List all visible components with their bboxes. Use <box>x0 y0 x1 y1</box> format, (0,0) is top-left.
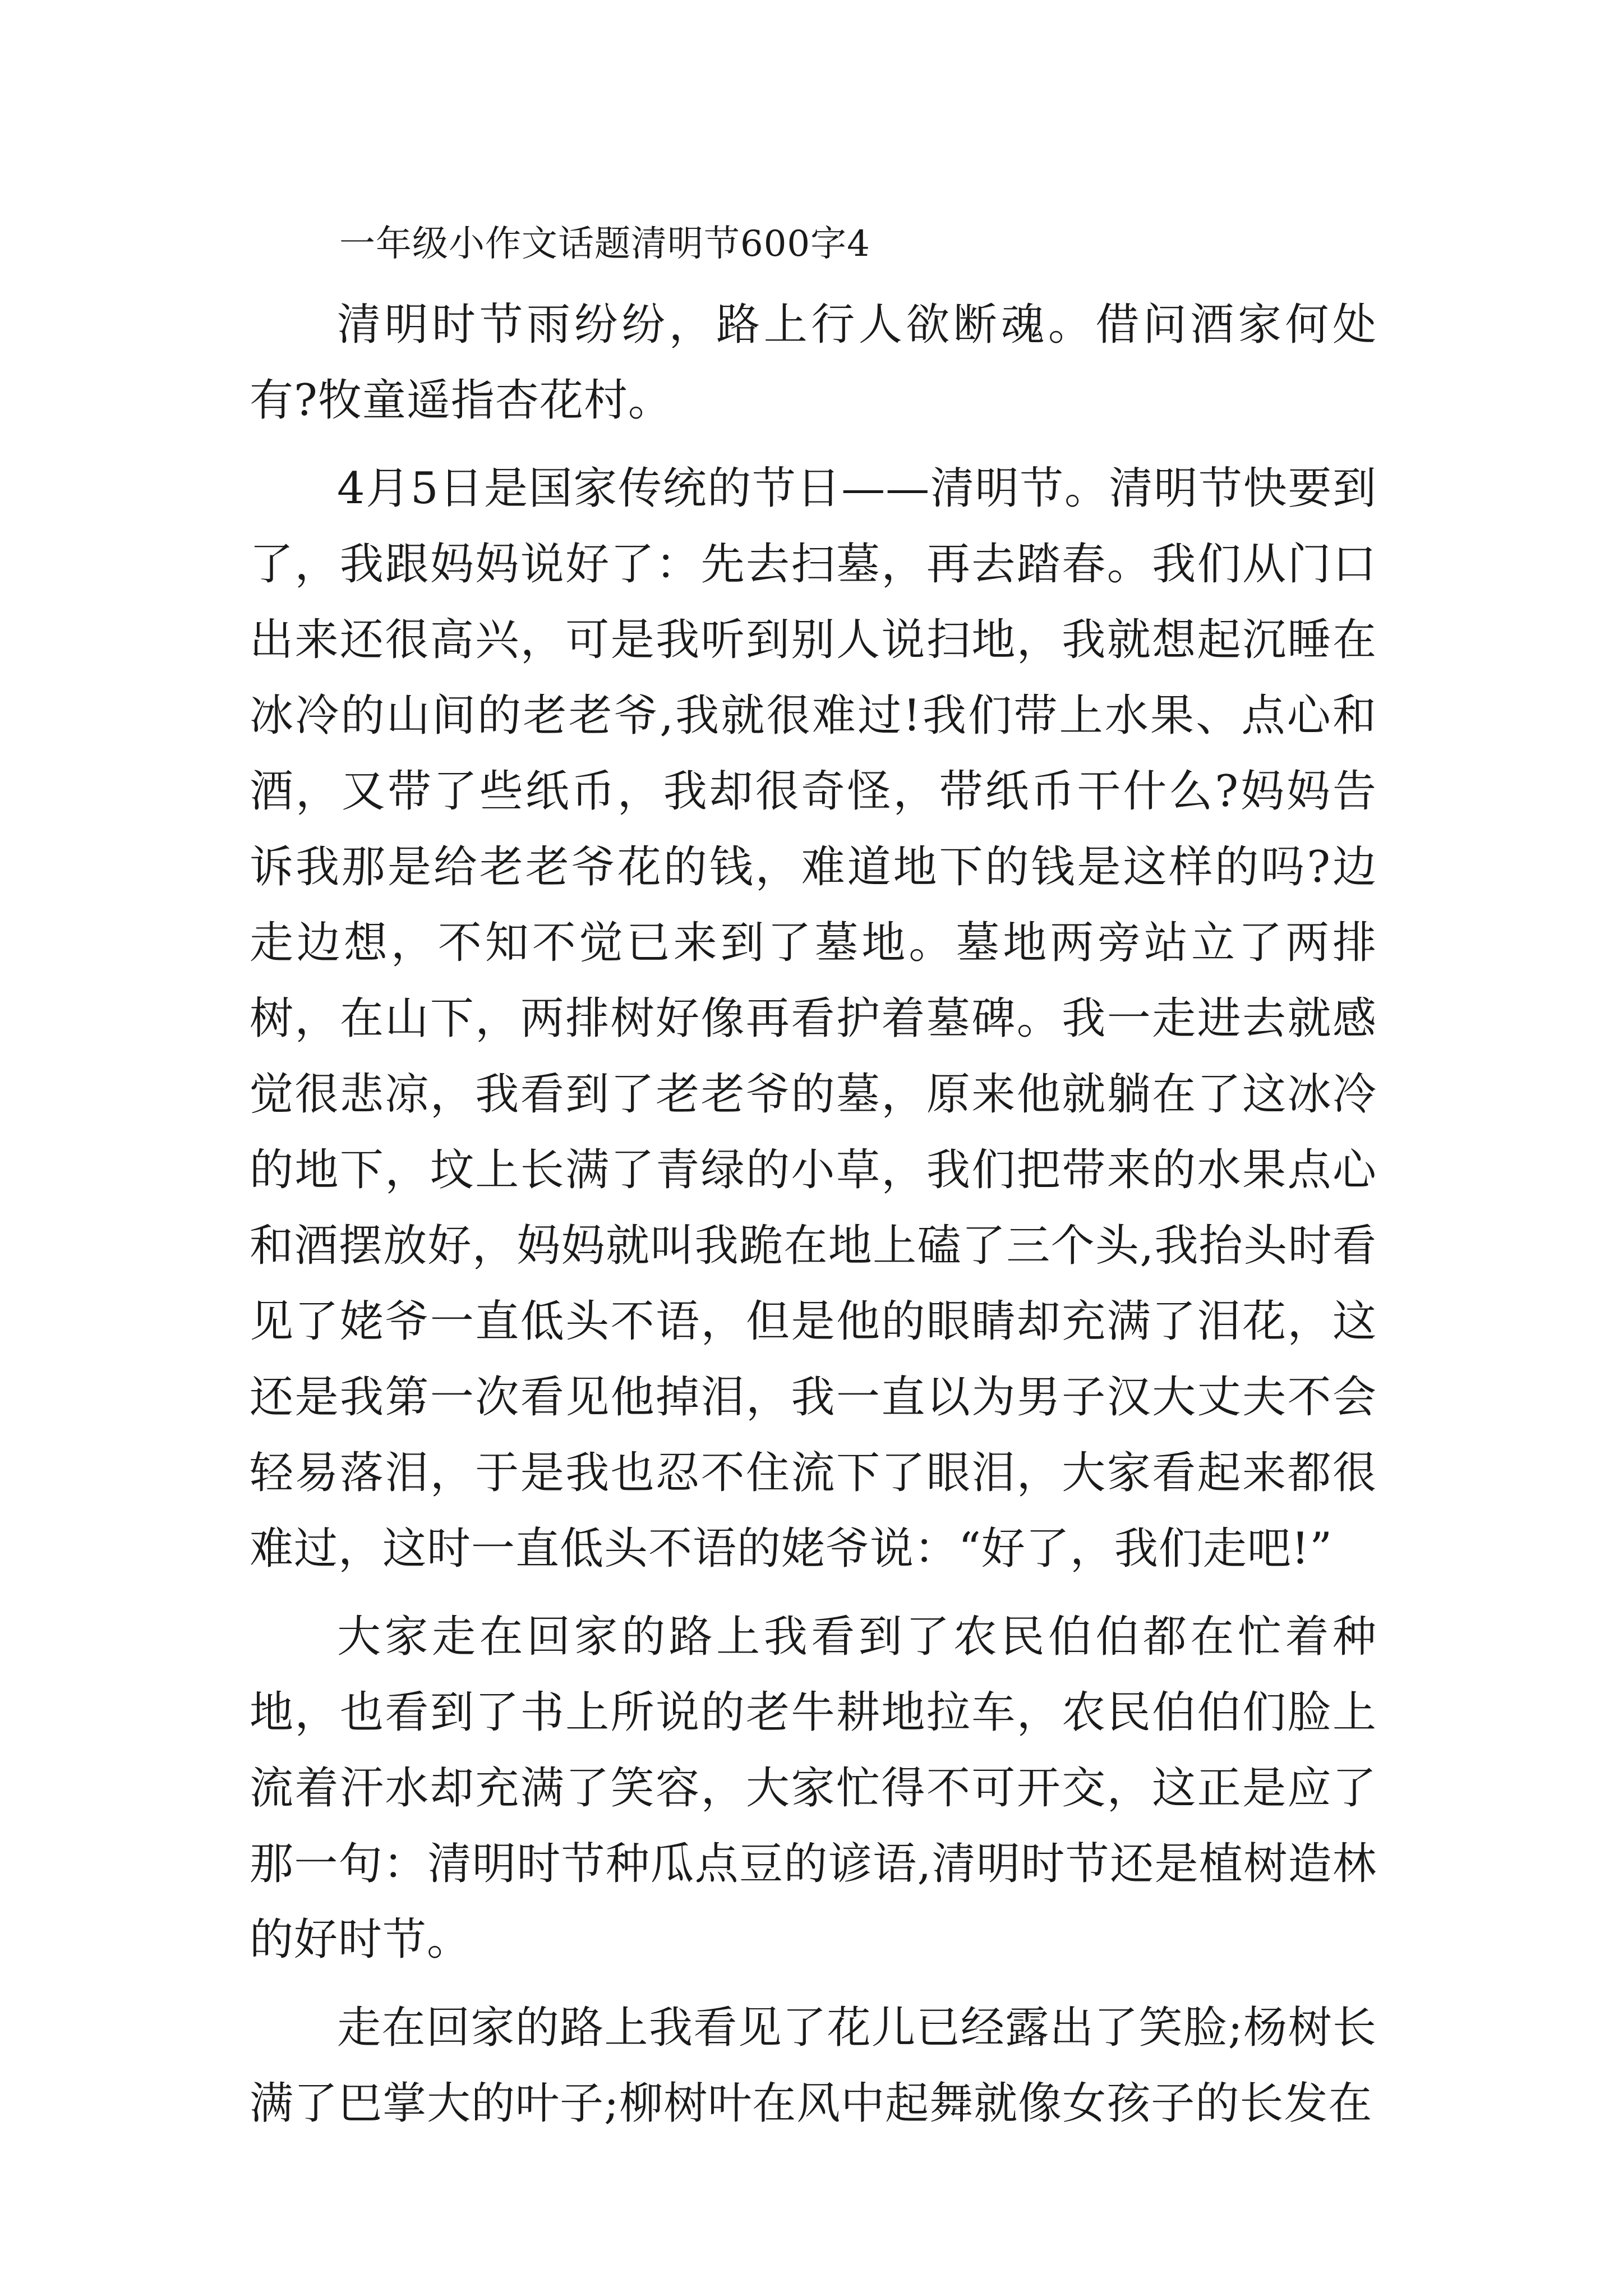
paragraph-tomb-sweeping: 4月5日是国家传统的节日——清明节。清明节快要到了，我跟妈妈说好了：先去扫墓，再去踏春。我们从门口出来还很高兴，可是我听到别人说扫地，我就想起沉睡在冰冷的山间的老老爷,我就很难过!我们带上水果、点心和酒，又带了些纸币，我却很奇怪，带纸币干什么?妈妈告诉我那是给老老爷花的钱，难道地下的钱是这样的吗?边走边想，不知不觉已来到了墓地。墓地两旁站立了两排树，在山下，两排树好像再看护着墓碑。我一走进去就感觉很悲凉，我看到了老老爷的墓，原来他就躺在了这冰冷的地下，坟上长满了青绿的小草，我们把带来的水果点心和酒摆放好，妈妈就叫我跪在地上磕了三个头,我抬头时看见了姥爷一直低头不语，但是他的眼睛却充满了泪花，这还是我第一次看见他掉泪，我一直以为男子汉大丈夫不会轻易落泪，于是我也忍不住流下了眼泪，大家看起来都很难过，这时一直低头不语的姥爷说：“好了，我们走吧!” <box>250 463 1377 1574</box>
document-page <box>250 213 1377 2154</box>
document-title: 一年级小作文话题清明节600字4 <box>339 223 870 265</box>
paragraph-way-home-flowers: 走在回家的路上我看见了花儿已经露出了笑脸;杨树长满了巴掌大的叶子;柳树叶在风中起舞就像女孩子的长发在 <box>250 2003 1377 2129</box>
paragraph-poem: 清明时节雨纷纷，路上行人欲断魂。借问酒家何处有?牧童遥指杏花村。 <box>250 300 1377 426</box>
paragraph-way-home-farmers: 大家走在回家的路上我看到了农民伯伯都在忙着种地，也看到了书上所说的老牛耕地拉车，农民伯伯们脸上流着汗水却充满了笑容，大家忙得不可开交，这正是应了那一句：清明时节种瓜点豆的谚语,清明时节还是植树造林的好时节。 <box>250 1612 1377 1965</box>
